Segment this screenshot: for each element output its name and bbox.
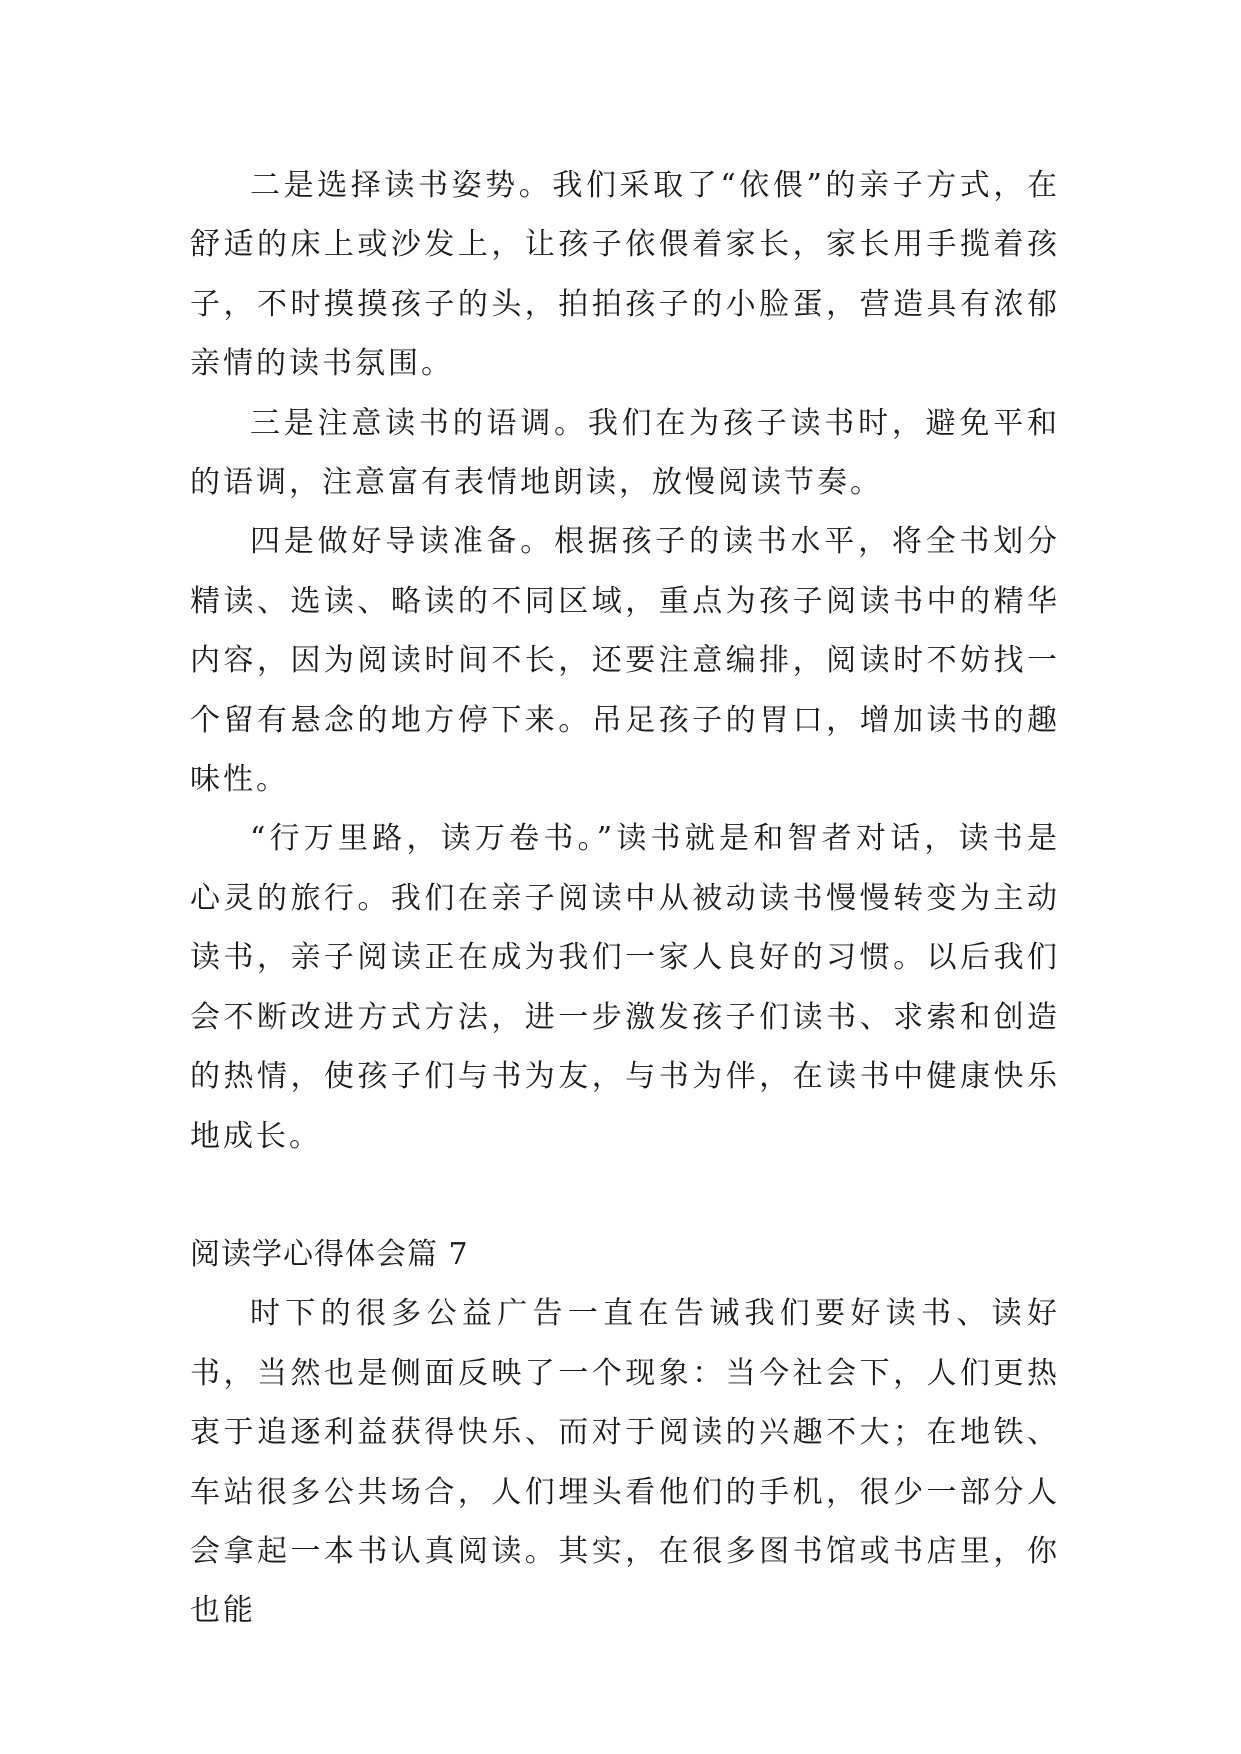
paragraph-guided-reading: 四是做好导读准备。根据孩子的读书水平，将全书划分精读、选读、略读的不同区域，重点为孩子阅读书中的精华内容，因为阅读时间不长，还要注意编排，阅读时不妨找一个留有悬念的地方停下来。吊足孩子的胃口，增加读书的趣味性。 <box>190 524 1060 798</box>
section-heading: 阅读学心得体会篇 7 <box>190 1236 469 1272</box>
document-body <box>190 156 1060 1641</box>
paragraph-conclusion: “行万里路，读万卷书。”读书就是和智者对话，读书是心灵的旅行。我们在亲子阅读中从被动读书慢慢转变为主动读书，亲子阅读正在成为我们一家人良好的习惯。以后我们会不断改进方式方法，进一步激发孩子们读书、求索和创造的热情，使孩子们与书为友，与书为伴，在读书中健康快乐地成长。 <box>190 821 1060 1154</box>
paragraph-reading-posture: 二是选择读书姿势。我们采取了“依偎”的亲子方式，在舒适的床上或沙发上，让孩子依偎着家长，家长用手揽着孩子，不时摸摸孩子的头，拍拍孩子的小脸蛋，营造具有浓郁亲情的读书氛围。 <box>190 168 1060 382</box>
paragraph-reading-tone: 三是注意读书的语调。我们在为孩子读书时，避免平和的语调，注意富有表情地朗读，放慢阅读节奏。 <box>190 405 1060 501</box>
paragraph-section-intro: 时下的很多公益广告一直在告诫我们要好读书、读好书，当然也是侧面反映了一个现象：当今社会下，人们更热衷于追逐利益获得快乐、而对于阅读的兴趣不大；在地铁、车站很多公共场合，人们埋头看他们的手机，很少一部分人会拿起一本书认真阅读。其实，在很多图书馆或书店里，你也能 <box>190 1296 1060 1629</box>
